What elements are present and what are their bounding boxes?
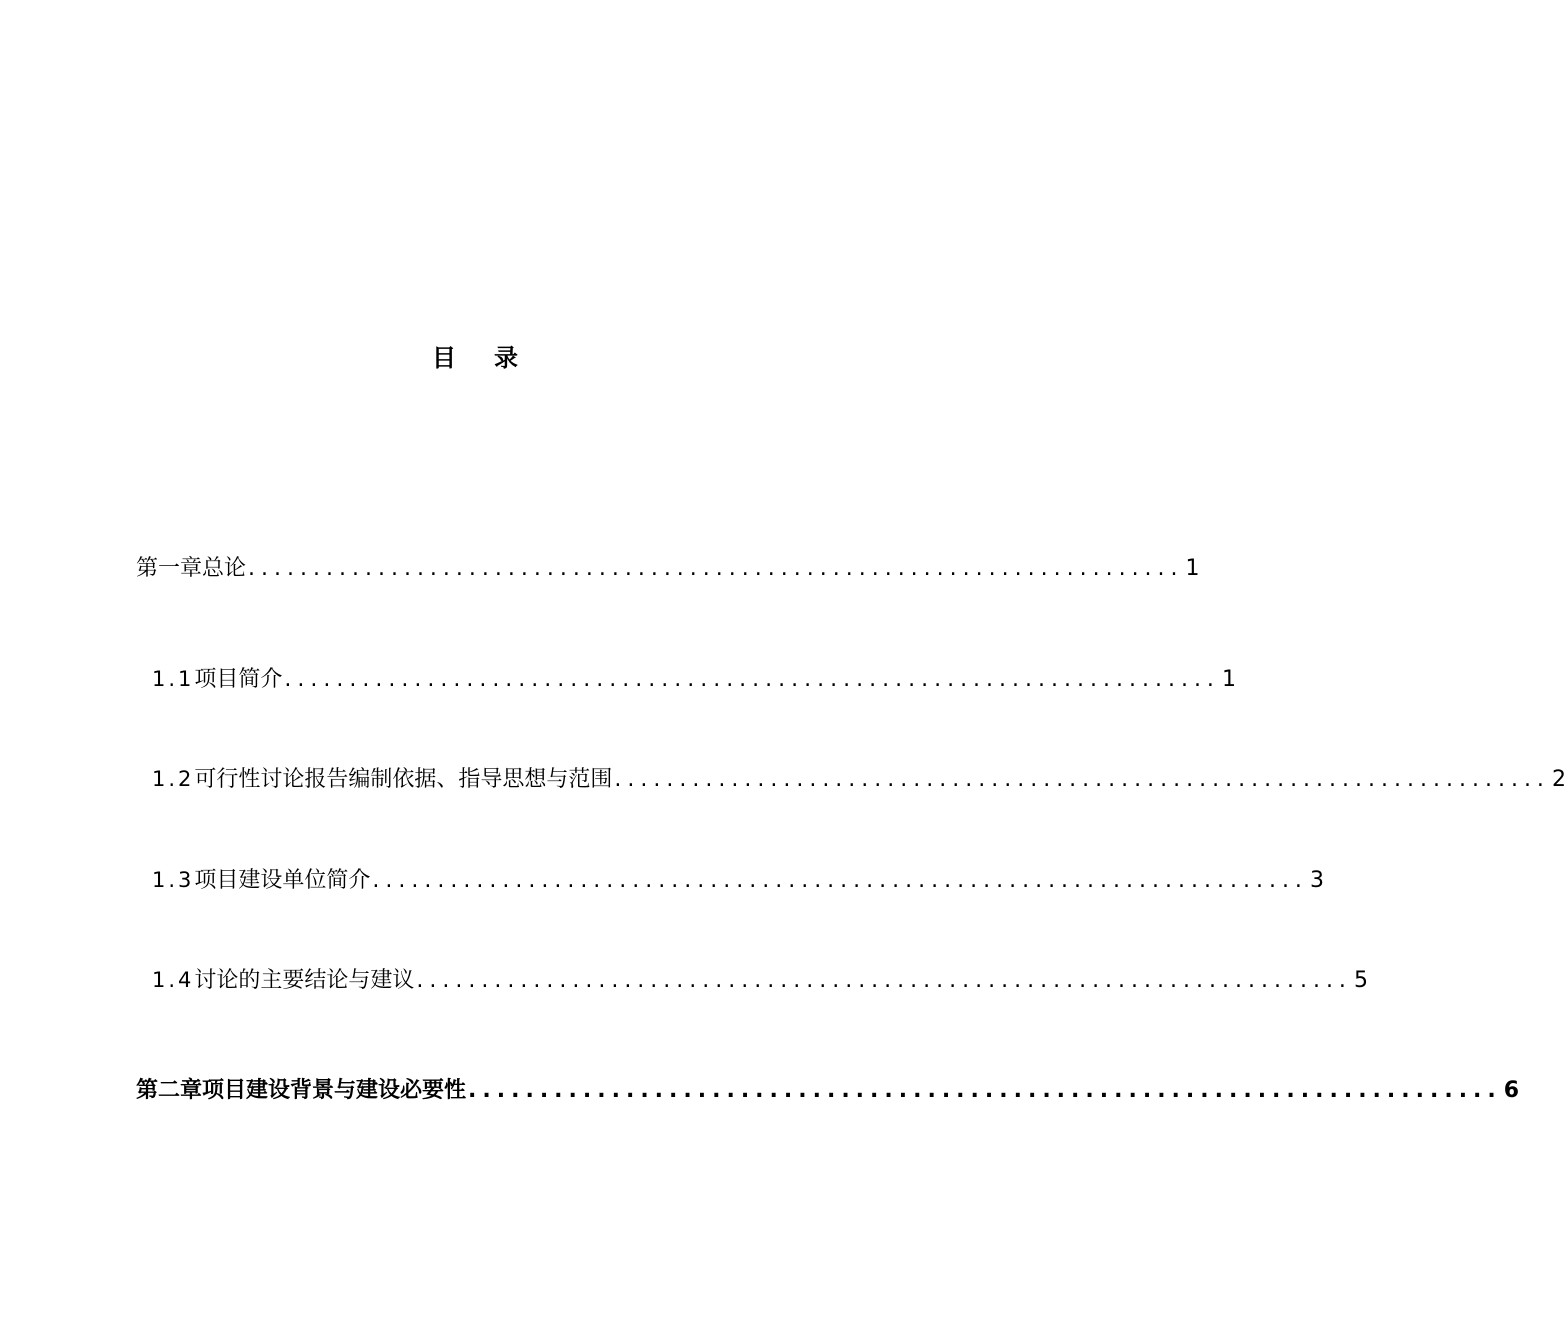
toc-entry-page: 6 xyxy=(1503,1078,1520,1103)
toc-entry-section-1-3[interactable] xyxy=(152,865,1324,895)
toc-entry-text: 项目简介 xyxy=(194,667,283,692)
toc-entry-number: 1.3 xyxy=(152,868,195,892)
toc-dot-leader: ........................................................................ xyxy=(468,1078,1502,1103)
toc-entry-text: 项目建设背景与建设必要性 xyxy=(202,1078,467,1103)
toc-entry-text: 项目建设单位简介 xyxy=(194,868,371,893)
toc-entry-chapter-2[interactable] xyxy=(136,1076,1520,1106)
toc-entry-section-1-1[interactable] xyxy=(152,664,1236,694)
toc-entry-chapter-1[interactable] xyxy=(136,554,1200,584)
toc-entry-text: 总论 xyxy=(202,556,247,581)
toc-entry-text: 讨论的主要结论与建议 xyxy=(194,968,415,993)
toc-entry-page: 5 xyxy=(1353,968,1368,993)
toc-entry-number: 1.2 xyxy=(152,767,195,791)
toc-entry-page: 1 xyxy=(1185,556,1200,581)
toc-dot-leader: ........................................................................ xyxy=(614,767,1550,792)
toc-dot-leader: ........................................................................ xyxy=(416,968,1352,993)
toc-entry-text: 可行性讨论报告编制依据、指导思想与范围 xyxy=(194,767,613,792)
toc-title: 目录 xyxy=(432,344,556,372)
toc-entry-number: 第一章 xyxy=(136,556,203,581)
toc-dot-leader: ........................................................................ xyxy=(372,868,1308,893)
toc-dot-leader: ........................................................................ xyxy=(248,556,1184,581)
toc-entry-page: 1 xyxy=(1221,667,1236,692)
toc-entry-section-1-4[interactable] xyxy=(152,965,1368,995)
toc-entry-number: 第二章 xyxy=(136,1078,203,1103)
toc-entry-number: 1.4 xyxy=(152,968,195,992)
toc-dot-leader: ........................................................................ xyxy=(284,667,1220,692)
toc-entry-page: 2 xyxy=(1551,767,1566,792)
toc-entry-number: 1.1 xyxy=(152,667,195,691)
toc-entry-page: 3 xyxy=(1309,868,1324,893)
toc-entry-section-1-2[interactable] xyxy=(152,764,1566,794)
